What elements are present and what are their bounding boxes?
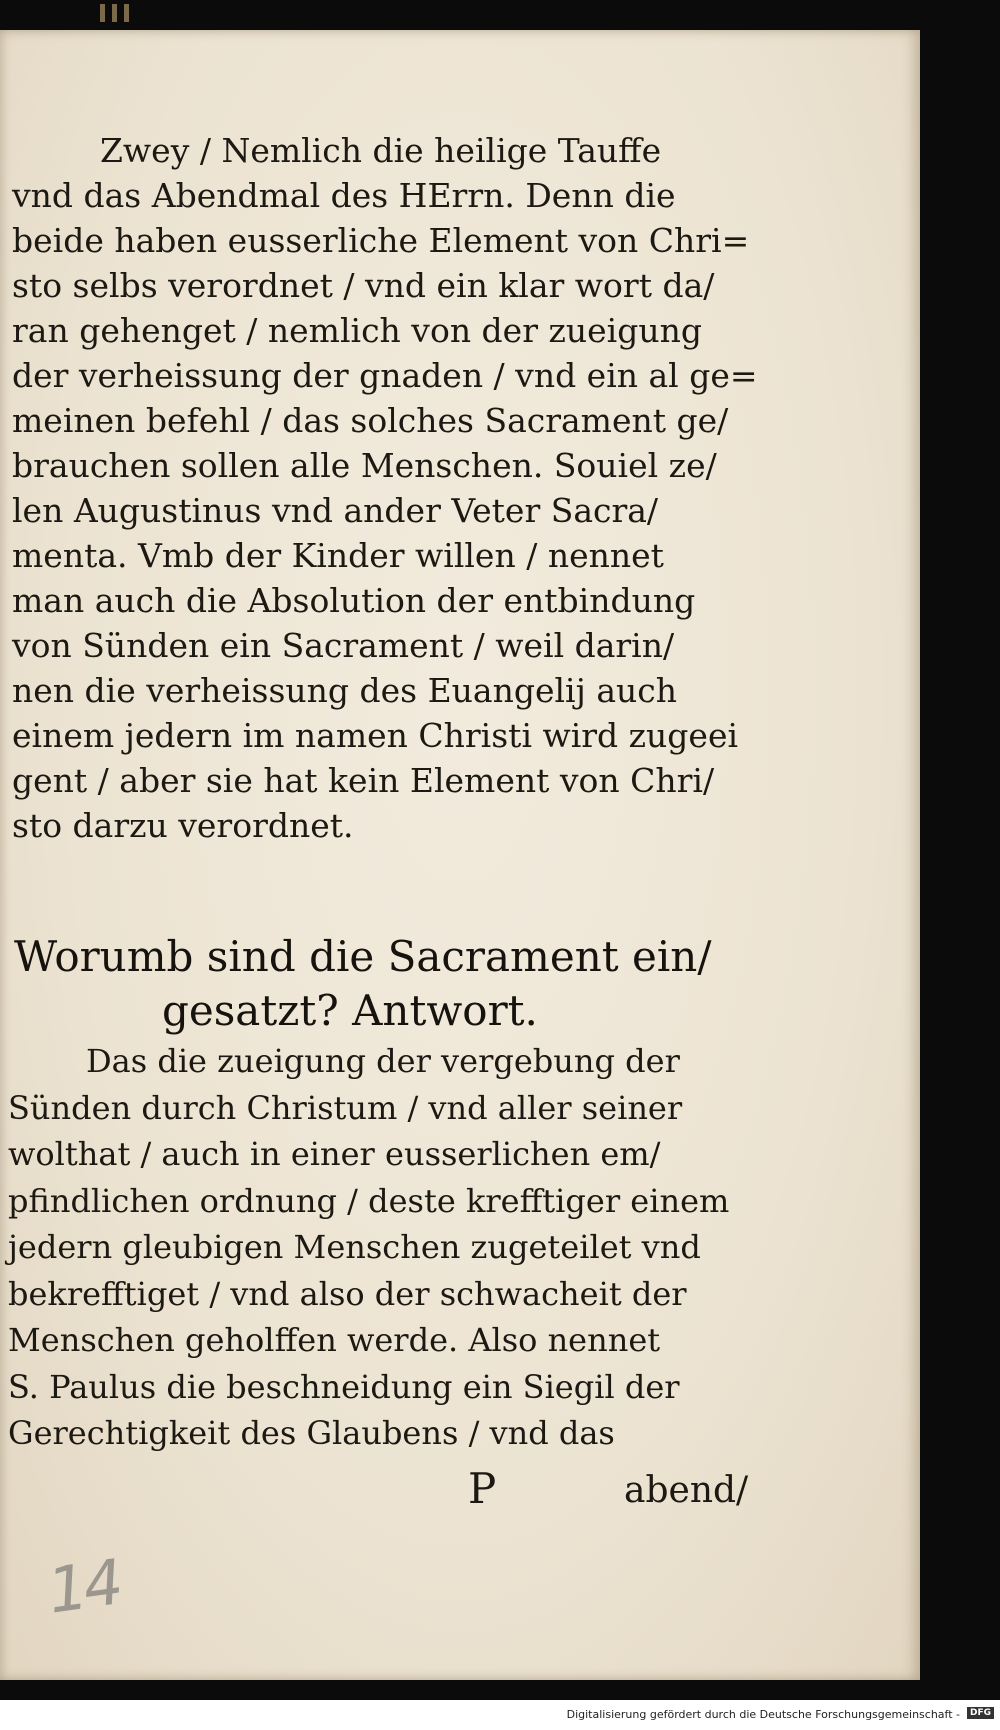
signature-mark: P: [468, 1464, 497, 1513]
text-line: meinen befehl / das solches Sacrament ge/: [12, 401, 729, 440]
pencil-page-number: 14: [43, 1545, 124, 1628]
text-line: pfindlichen ordnung / deste krefftiger einem: [8, 1181, 730, 1220]
binding-marks: [100, 0, 140, 22]
text-line: menta. Vmb der Kinder willen / nennet: [12, 536, 664, 575]
text-line: sto selbs verordnet / vnd ein klar wort da/: [12, 266, 715, 305]
funding-notice: Digitalisierung gefördert durch die Deutsche Forschungsgemeinschaft -: [566, 1708, 960, 1721]
text-line: von Sünden ein Sacrament / weil darin/: [12, 626, 675, 665]
text-line: jedern gleubigen Menschen zugeteilet vnd: [8, 1228, 701, 1266]
page-footer-row: [0, 1464, 780, 1514]
text-line: nen die verheissung des Euangelij auch: [12, 671, 677, 710]
section-heading: [14, 930, 794, 1038]
text-line: Menschen geholffen werde. Also nennet: [8, 1321, 661, 1359]
text-line: der verheissung der gnaden / vnd ein al ge=: [12, 356, 758, 395]
text-line: brauchen sollen alle Menschen. Souiel ze/: [12, 446, 717, 485]
paragraph-2: [8, 1038, 788, 1457]
text-line: Zwey / Nemlich die heilige Tauffe: [100, 131, 662, 170]
text-line: S. Paulus die beschneidung ein Siegil der: [8, 1367, 680, 1406]
text-line: vnd das Abendmal des HErrn. Denn die: [12, 176, 676, 215]
text-line: gent / aber sie hat kein Element von Chri/: [12, 761, 715, 800]
text-line: ran gehenget / nemlich von der zueigung: [12, 311, 702, 350]
text-line: Das die zueigung der vergebung der: [86, 1042, 680, 1080]
book-page: [0, 30, 920, 1680]
text-line: bekrefftiget / vnd also der schwacheit der: [8, 1274, 687, 1313]
heading-line: gesatzt? Antwort.: [162, 986, 538, 1035]
text-line: sto darzu verordnet.: [12, 806, 354, 845]
catchword: abend/: [624, 1470, 749, 1511]
text-line: beide haben eusserliche Element von Chri=: [12, 221, 750, 260]
text-line: einem jedern im namen Christi wird zugeei: [12, 716, 739, 755]
text-line: len Augustinus vnd ander Veter Sacra/: [12, 491, 659, 530]
text-line: Sünden durch Christum / vnd aller seiner: [8, 1088, 683, 1127]
paragraph-1: [12, 128, 782, 848]
text-line: man auch die Absolution der entbindung: [12, 581, 696, 620]
dfg-logo: DFG: [967, 1707, 994, 1719]
text-line: wolthat / auch in einer eusserlichen em/: [8, 1135, 661, 1173]
text-line: Gerechtigkeit des Glaubens / vnd das: [8, 1414, 615, 1452]
heading-line: Worumb sind die Sacrament ein/: [14, 932, 712, 981]
